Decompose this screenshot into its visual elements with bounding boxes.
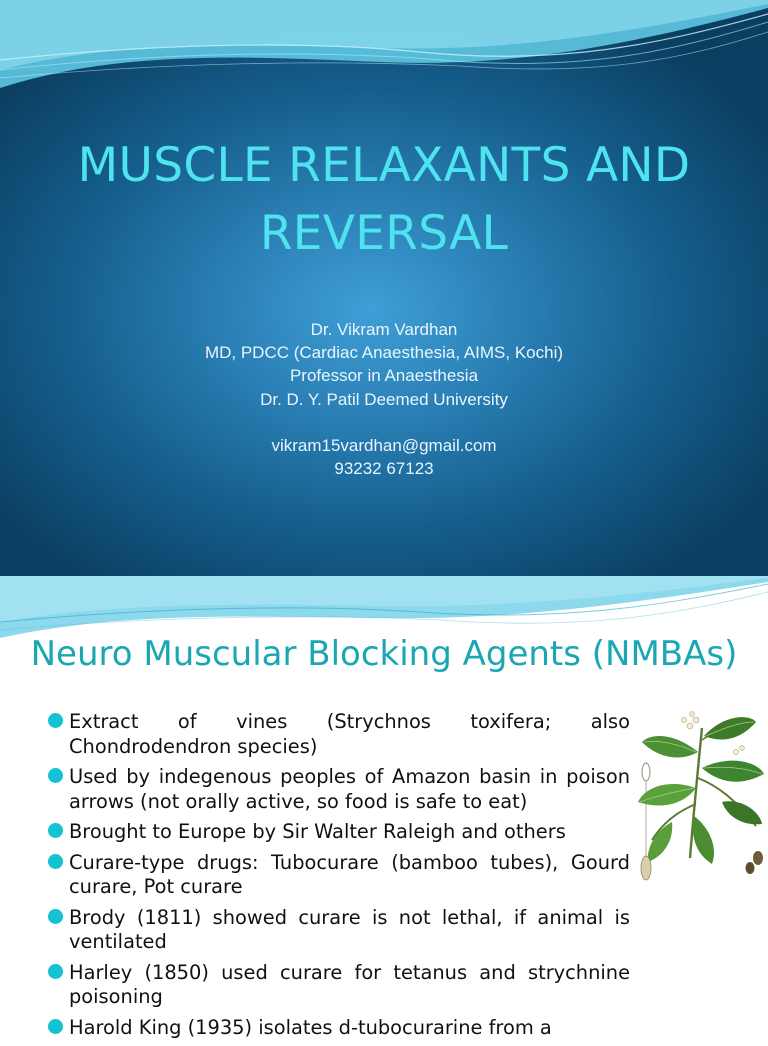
author-email: vikram15vardhan@gmail.com: [271, 435, 497, 455]
content-slide: [0, 576, 768, 1039]
list-item: [46, 765, 630, 814]
bullet-icon: [48, 964, 63, 979]
bullet-text: Extract of vines (Strychnos toxifera; also Chondrodendron species): [69, 710, 630, 758]
bullet-text: Used by indegenous peoples of Amazon basin in poison arrows (not orally active, so food is safe to eat): [69, 765, 630, 813]
title-line-1: MUSCLE RELAXANTS AND: [77, 138, 691, 193]
list-item: [46, 710, 630, 759]
wave-decoration: [0, 0, 768, 110]
bullet-icon: [48, 1019, 63, 1034]
bullet-text: Brought to Europe by Sir Walter Raleigh and others: [69, 820, 566, 843]
bullet-icon: [48, 823, 63, 838]
bullet-list: [46, 710, 630, 1046]
author-credentials: MD, PDCC (Cardiac Anaesthesia, AIMS, Kochi): [204, 343, 564, 363]
author-phone: 93232 67123: [334, 459, 434, 479]
list-item: [46, 851, 630, 900]
title-line-2: REVERSAL: [259, 206, 509, 261]
bullet-icon: [48, 909, 63, 924]
list-item: [46, 961, 630, 1010]
bullet-text: Curare-type drugs: Tubocurare (bamboo tubes), Gourd curare, Pot curare: [69, 850, 630, 898]
bullet-icon: [48, 768, 63, 783]
bullet-text: Brody (1811) showed curare is not lethal, if animal is ventilated: [69, 905, 630, 953]
list-item: [46, 820, 630, 845]
bullet-text: Harold King (1935) isolates d-tubocurarine from a: [69, 1015, 552, 1039]
list-item: [46, 1016, 630, 1041]
slide-heading: Neuro Muscular Blocking Agents (NMBAs): [30, 634, 738, 674]
author-name: Dr. Vikram Vardhan: [310, 320, 458, 339]
bullet-icon: [48, 854, 63, 869]
plant-illustration: [632, 708, 768, 892]
author-info: [84, 318, 684, 480]
bullet-icon: [48, 713, 63, 728]
spacer: [84, 411, 684, 434]
bullet-text: Harley (1850) used curare for tetanus and strychnine poisoning: [69, 960, 630, 1008]
author-university: Dr. D. Y. Patil Deemed University: [260, 389, 508, 409]
slide-title: [20, 132, 748, 268]
author-position: Professor in Anaesthesia: [289, 366, 479, 386]
list-item: [46, 906, 630, 955]
